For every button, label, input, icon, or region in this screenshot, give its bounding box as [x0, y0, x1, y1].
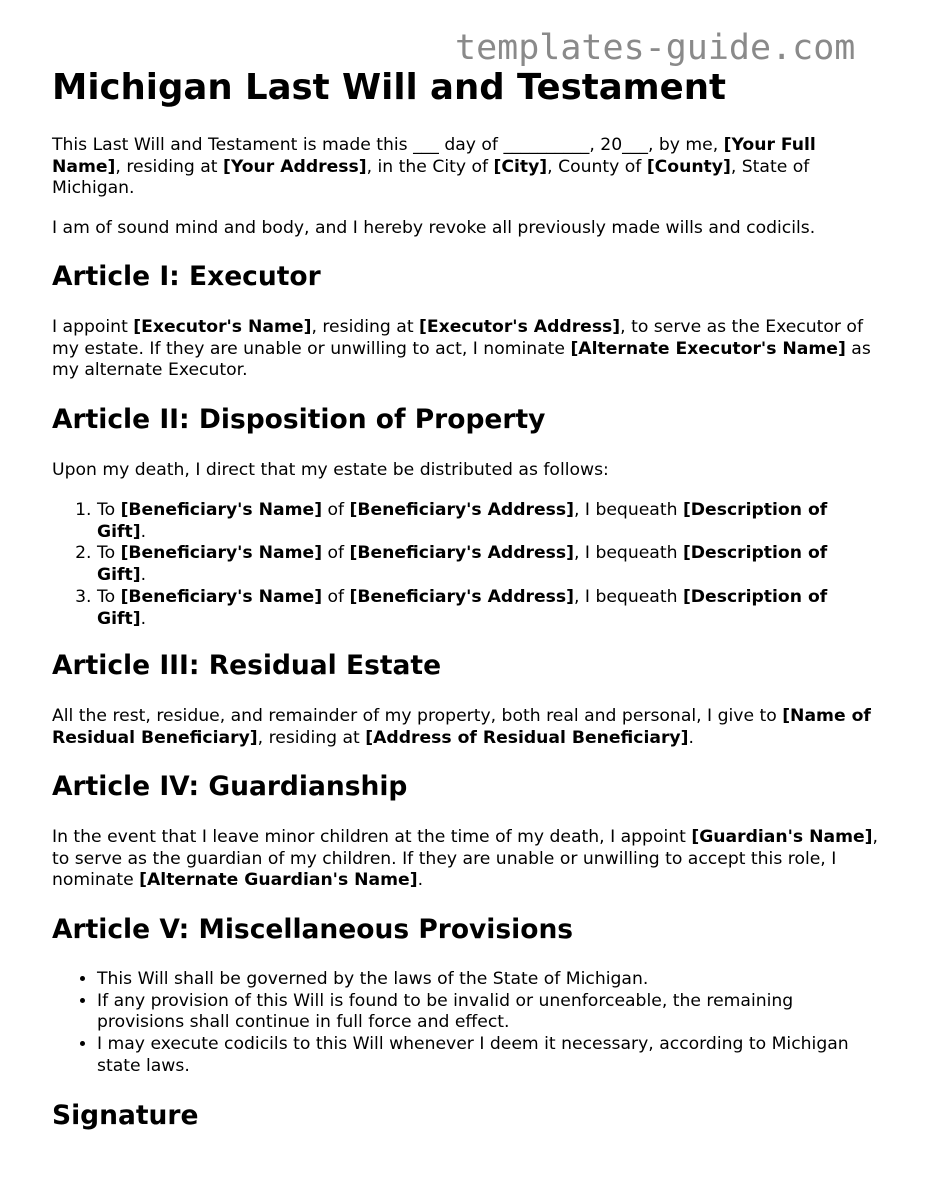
residual-beneficiary-placeholder: [Name of Residual Beneficiary] [52, 706, 871, 748]
residual-text-1: All the rest, residue, and remainder of my property, both real and personal, I give to [52, 706, 783, 726]
bequest-text: To [97, 586, 121, 607]
article-3-heading: Article III: Residual Estate [52, 650, 442, 681]
beneficiary-address-placeholder: [Beneficiary's Address] [349, 543, 574, 564]
signature-heading: Signature [52, 1100, 199, 1131]
residual-text-3: . [688, 727, 694, 748]
gift-description-placeholder: [Description of Gift] [97, 500, 828, 542]
article-4-heading: Article IV: Guardianship [52, 771, 408, 802]
bequest-text: . [140, 565, 147, 586]
provision-item: • I may execute codicils to this Will whenever I deem it necessary, according to Michigan state laws. [97, 1034, 882, 1077]
guardianship-text-1: In the event that I leave minor children at the time of my death, I appoint [52, 827, 692, 847]
guardianship-text-3: . [417, 870, 424, 891]
residual-address-placeholder: [Address of Residual Beneficiary] [365, 727, 689, 748]
document-title: Michigan Last Will and Testament [52, 67, 726, 108]
beneficiary-name-placeholder: [Beneficiary's Name] [120, 500, 323, 520]
executor-address-placeholder: [Executor's Address] [419, 317, 621, 337]
beneficiary-name-placeholder: [Beneficiary's Name] [120, 543, 323, 564]
bequest-item [97, 543, 882, 586]
beneficiary-address-placeholder: [Beneficiary's Address] [349, 586, 574, 607]
bequest-text: , I bequeath [573, 500, 683, 520]
article-5-heading: Article V: Miscellaneous Provisions [52, 914, 574, 945]
beneficiary-address-placeholder: [Beneficiary's Address] [349, 500, 574, 520]
executor-paragraph [52, 317, 882, 382]
guardian-name-placeholder: [Guardian's Name] [691, 827, 873, 847]
bequest-text: of [322, 586, 350, 607]
residual-paragraph [52, 706, 882, 749]
intro-text-2: , residing at [115, 156, 224, 177]
guardianship-text-2: , to serve as the guardian of my children. If they are unable or unwilling to accept this role, I nominate [52, 827, 878, 891]
bequest-list [52, 500, 882, 630]
intro-paragraph [52, 135, 882, 200]
residual-text-2: , residing at [257, 727, 366, 748]
intro-text-5: , State of Michigan. [52, 156, 810, 199]
intro-text-4: , County of [547, 156, 647, 177]
alternate-guardian-placeholder: [Alternate Guardian's Name] [139, 870, 418, 891]
bequest-text: . [140, 521, 147, 542]
city-placeholder: [City] [493, 156, 548, 177]
intro-text-1: This Last Will and Testament is made this ___ day of __________, 20___, by me, [52, 135, 724, 155]
bequest-text: , I bequeath [573, 543, 683, 564]
guardianship-paragraph [52, 827, 882, 892]
gift-description-placeholder: [Description of Gift] [97, 543, 828, 586]
address-placeholder: [Your Address] [223, 156, 367, 177]
executor-text-4: as my alternate Executor. [52, 338, 871, 381]
intro-text-3: , in the City of [366, 156, 494, 177]
watermark-text: templates-guide.com [455, 28, 856, 68]
article-1-heading: Article I: Executor [52, 261, 321, 292]
alternate-executor-placeholder: [Alternate Executor's Name] [570, 338, 846, 359]
bequest-text: , I bequeath [573, 586, 683, 607]
bequest-item [97, 587, 882, 630]
provision-item: • This Will shall be governed by the laws of the State of Michigan. [97, 969, 882, 991]
executor-text-1: I appoint [52, 317, 134, 337]
county-placeholder: [County] [646, 156, 731, 177]
bequest-text: of [322, 543, 350, 564]
executor-text-3: , to serve as the Executor of my estate. If they are unable or unwilling to act, I nominate [52, 317, 863, 359]
beneficiary-name-placeholder: [Beneficiary's Name] [120, 586, 323, 607]
bequest-text: To [97, 500, 121, 520]
article-2-heading: Article II: Disposition of Property [52, 404, 546, 435]
bequest-text: . [140, 608, 147, 629]
revocation-paragraph: I am of sound mind and body, and I hereby revoke all previously made wills and codicils. [52, 218, 816, 238]
full-name-placeholder: [Your Full Name] [52, 135, 816, 177]
bequest-text: of [322, 500, 350, 520]
disposition-intro: Upon my death, I direct that my estate be distributed as follows: [52, 460, 609, 480]
provision-item: • If any provision of this Will is found to be invalid or unenforceable, the remaining provisions shall continue in full force and effect. [97, 991, 882, 1034]
gift-description-placeholder: [Description of Gift] [97, 586, 828, 629]
bequest-item [97, 500, 882, 543]
executor-text-2: , residing at [311, 317, 420, 337]
provisions-list [52, 969, 882, 1078]
bequest-text: To [97, 543, 121, 564]
executor-name-placeholder: [Executor's Name] [133, 317, 312, 337]
